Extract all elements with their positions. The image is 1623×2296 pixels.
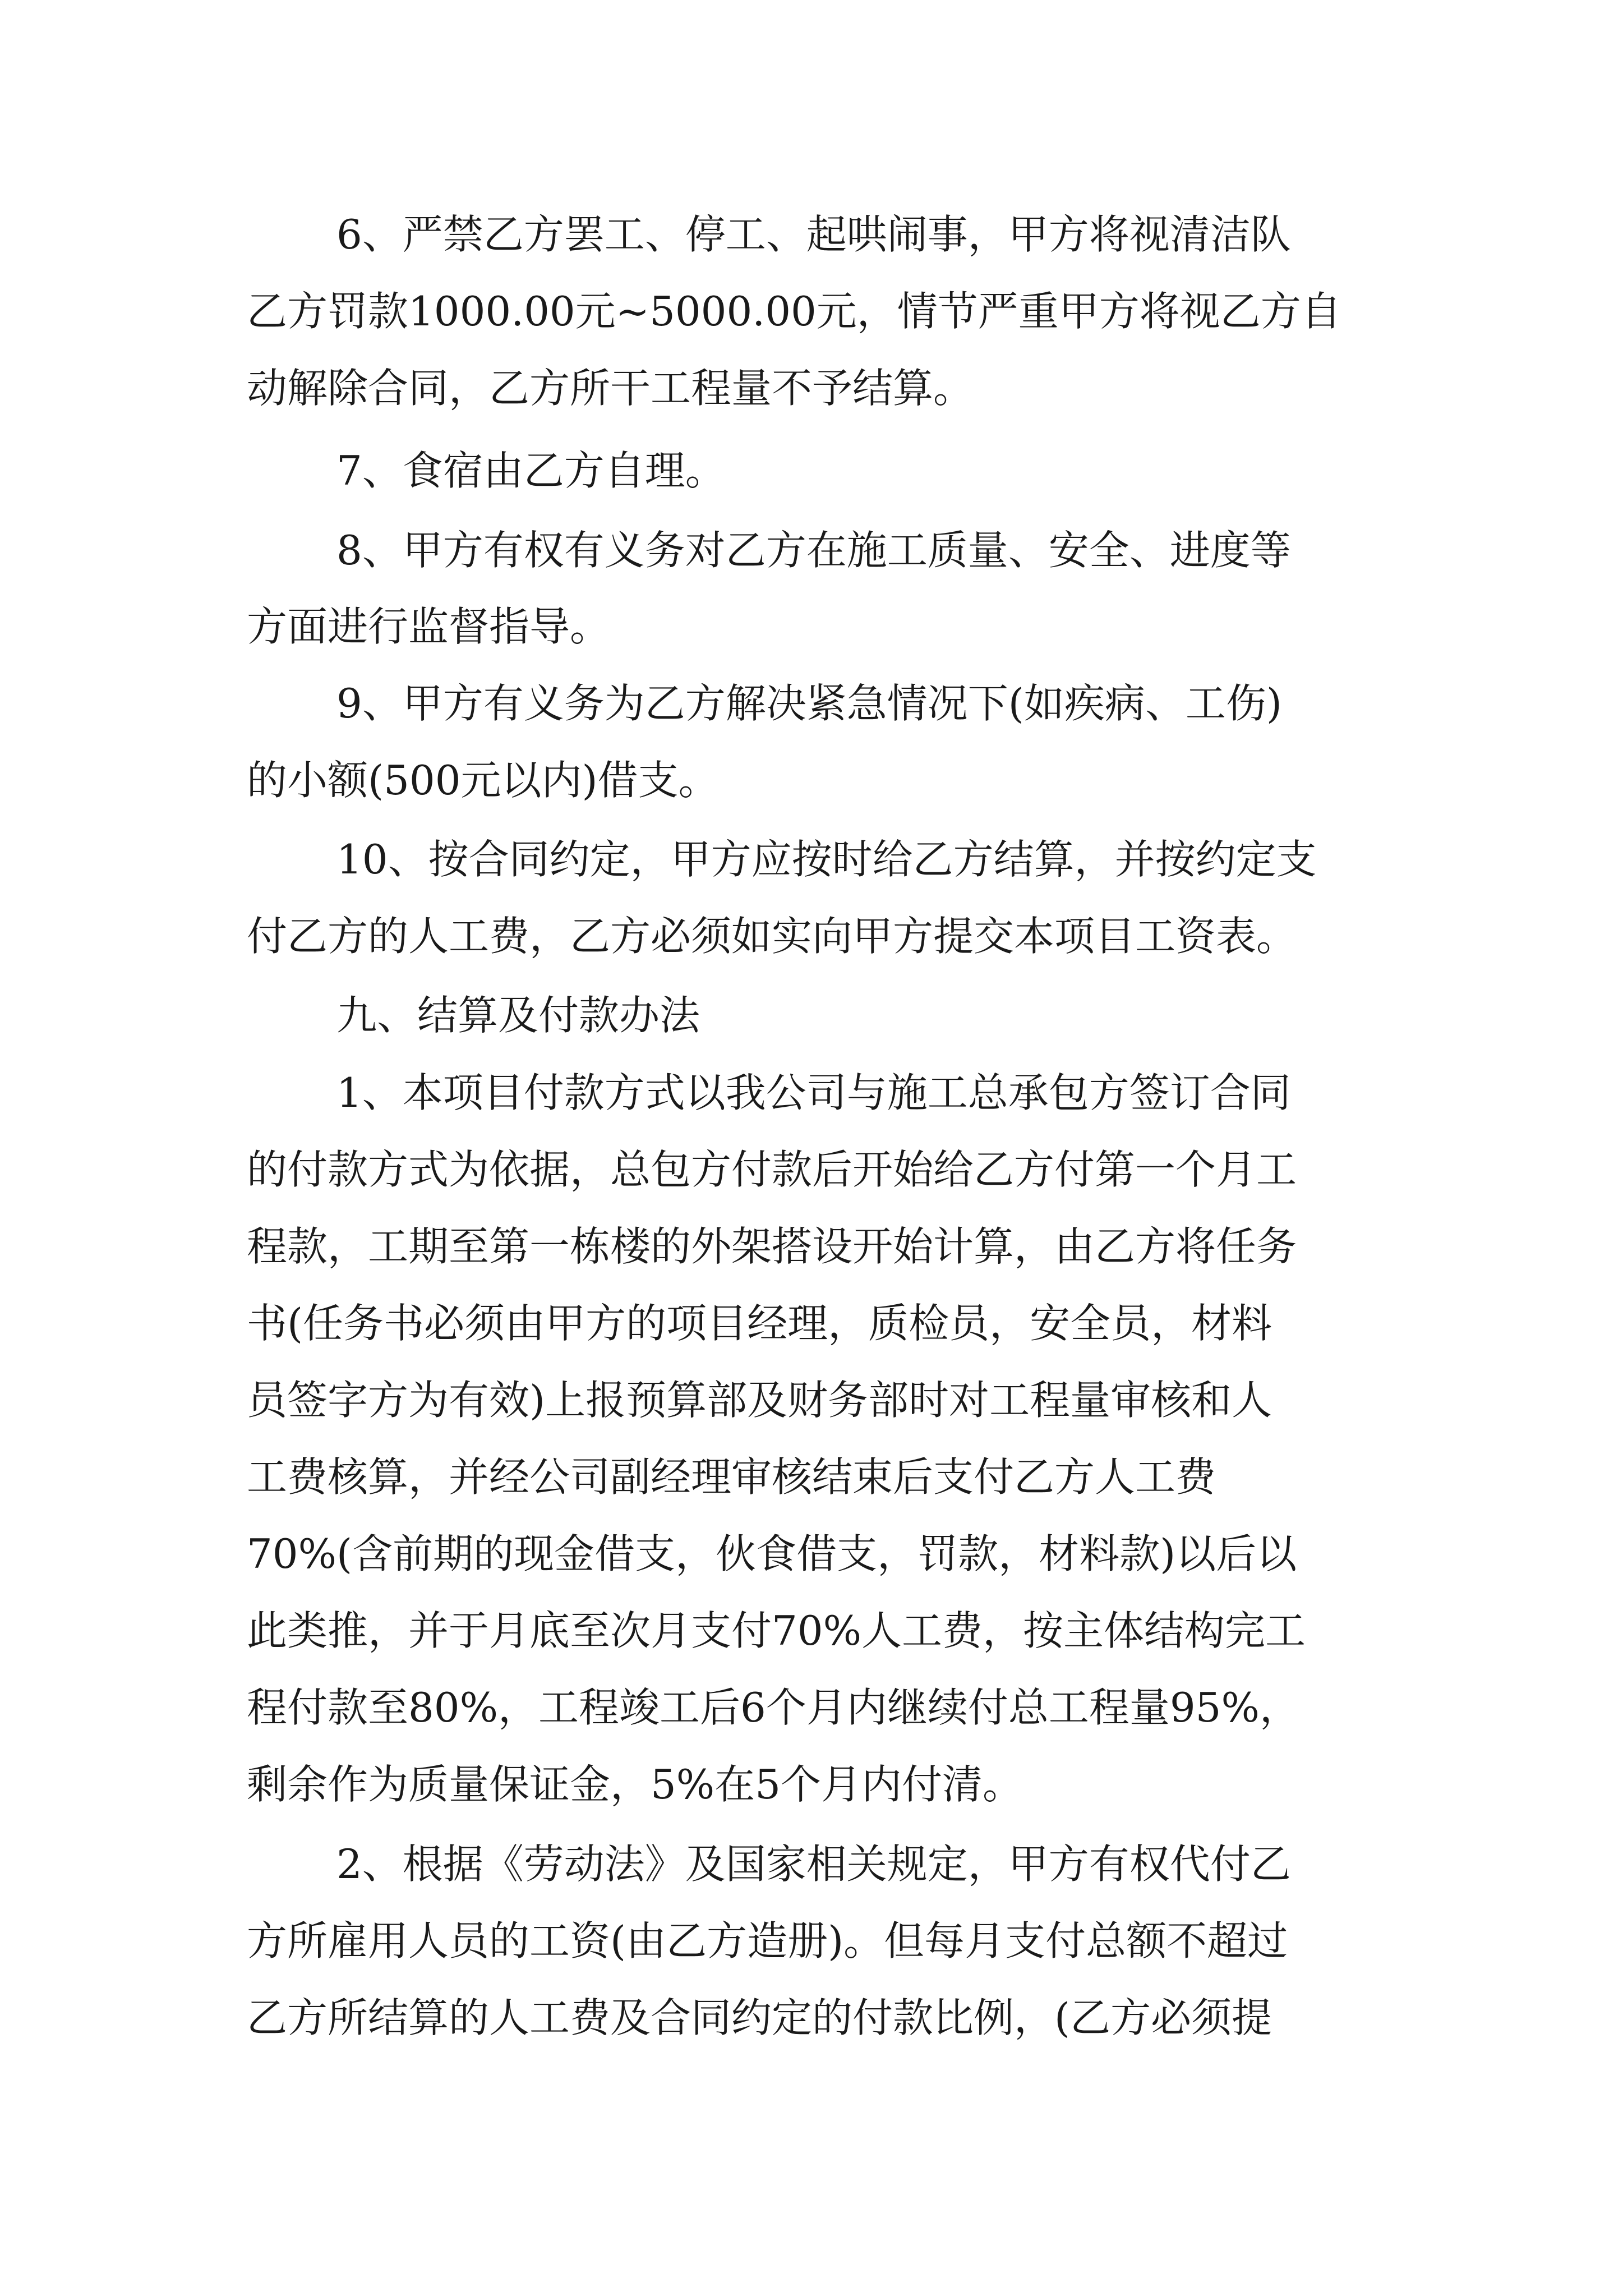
text-line: 方面进行监督指导。 (247, 603, 611, 650)
text-line: 程款，工期至第一栋楼的外架搭设开始计算，由乙方将任务 (247, 1223, 1297, 1270)
text-line: 剩余作为质量保证金，5%在5个月内付清。 (247, 1761, 1023, 1808)
text-line: 的付款方式为依据，总包方付款后开始给乙方付第一个月工 (247, 1146, 1297, 1193)
text-line: 动解除合同，乙方所干工程量不予结算。 (247, 365, 974, 412)
text-line: 10、按合同约定，甲方应按时给乙方结算，并按约定支 (336, 836, 1317, 883)
text-line: 9、甲方有义务为乙方解决紧急情况下(如疾病、工伤) (336, 680, 1282, 727)
text-line: 70%(含前期的现金借支，伙食借支，罚款，材料款)以后以 (247, 1530, 1297, 1577)
text-line: 的小额(500元以内)借支。 (247, 757, 719, 804)
text-line: 员签字方为有效)上报预算部及财务部时对工程量审核和人 (247, 1377, 1272, 1424)
text-line: 乙方罚款1000.00元~5000.00元，情节严重甲方将视乙方自 (247, 288, 1341, 335)
text-line: 工费核算，并经公司副经理审核结束后支付乙方人工费 (247, 1453, 1216, 1501)
text-line: 付乙方的人工费，乙方必须如实向甲方提交本项目工资表。 (247, 913, 1297, 960)
text-line: 6、严禁乙方罢工、停工、起哄闹事，甲方将视清洁队 (336, 211, 1291, 258)
section-heading: 九、结算及付款办法 (336, 992, 700, 1039)
text-line: 乙方所结算的人工费及合同约定的付款比例，(乙方必须提 (247, 1994, 1272, 2041)
text-line: 此类推，并于月底至次月支付70%人工费，按主体结构完工 (247, 1607, 1306, 1654)
text-line: 7、食宿由乙方自理。 (336, 447, 726, 494)
text-line: 方所雇用人员的工资(由乙方造册)。但每月支付总额不超过 (247, 1917, 1288, 1964)
text-line: 8、甲方有权有义务对乙方在施工质量、安全、进度等 (336, 527, 1291, 574)
text-line: 书(任务书必须由甲方的项目经理，质检员，安全员，材料 (247, 1300, 1272, 1347)
text-line: 1、本项目付款方式以我公司与施工总承包方签订合同 (336, 1069, 1291, 1116)
text-line: 程付款至80%，工程竣工后6个月内继续付总工程量95%， (247, 1684, 1300, 1731)
text-line: 2、根据《劳动法》及国家相关规定，甲方有权代付乙 (336, 1841, 1291, 1888)
